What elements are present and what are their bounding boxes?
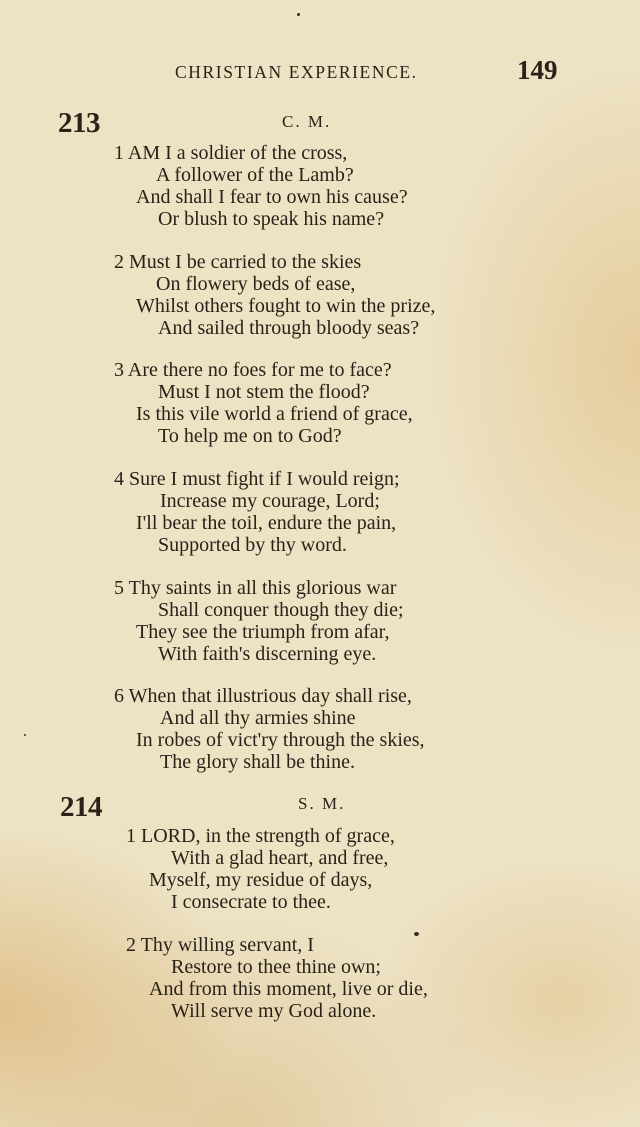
verse-text: Thy willing servant, I [140,934,314,956]
verse-line: And sailed through bloody seas? [158,317,420,339]
page-header [0,55,640,88]
ink-speck-right [414,932,419,936]
verse-line: And all thy armies shine [160,707,356,729]
verse-line: The glory shall be thine. [160,751,355,773]
stanza-number: 2 [126,934,136,956]
verse-text: LORD, in the strength of grace, [141,825,395,847]
verse-line: I consecrate to thee. [171,891,331,913]
verse-text: When that illustrious day shall rise, [128,685,412,707]
stanza-number: 1 [126,825,136,847]
verse-line: Or blush to speak his name? [158,208,385,230]
verse-line: And from this moment, live or die, [149,978,428,1000]
hymn-number: 213 [58,107,100,139]
verse-line [126,826,395,846]
verse-line: On flowery beds of ease, [156,273,356,295]
verse-line: Increase my courage, Lord; [160,490,380,512]
stanza-number: 3 [114,359,124,381]
verse-line: To help me on to God? [158,425,342,447]
verse-text: Sure I must fight if I would reign; [129,468,400,490]
verse-line: Must I not stem the flood? [158,381,370,403]
verse-text: Are there no foes for me to face? [127,359,392,381]
ink-speck-left [24,734,26,736]
stanza-number: 2 [114,251,124,273]
verse-line: Supported by thy word. [158,534,347,556]
verse-line: Restore to thee thine own; [171,956,381,978]
verse-line: A follower of the Lamb? [156,164,354,186]
running-head: CHRISTIAN EXPERIENCE. [175,62,418,82]
verse-line: Is this vile world a friend of grace, [136,403,413,425]
stanza-number: 1 [114,142,124,164]
verse-line [114,143,347,163]
verse-line: With faith's discerning eye. [158,643,377,665]
verse-line: In robes of vict'ry through the skies, [136,729,425,751]
verse-line: And shall I fear to own his cause? [136,186,408,208]
verse-line [114,469,400,489]
hymn-meter: S. M. [298,794,346,813]
page-number: 149 [517,55,558,85]
verse-line [126,935,314,955]
verse-line: Will serve my God alone. [171,1000,377,1022]
verse-text: Thy saints in all this glorious war [128,577,397,599]
ink-speck-top [297,13,300,16]
verse-text: Must I be carried to the skies [129,251,362,273]
verse-line: Shall conquer though they die; [158,599,404,621]
verse-line [114,686,412,706]
verse-line [114,252,361,272]
stanza-number: 6 [114,685,124,707]
hymn-meter: C. M. [282,112,332,131]
stanza-number: 4 [114,468,124,490]
verse-line: Myself, my residue of days, [149,869,373,891]
verse-line: I'll bear the toil, endure the pain, [136,512,397,534]
verse-line: Whilst others fought to win the prize, [136,295,436,317]
verse-line [114,578,396,598]
verse-line: With a glad heart, and free, [171,847,389,869]
verse-line [114,360,392,380]
verse-text: AM I a soldier of the cross, [127,142,348,164]
hymn-number: 214 [60,791,102,823]
stanza-number: 5 [114,577,124,599]
verse-line: They see the triumph from afar, [136,621,390,643]
